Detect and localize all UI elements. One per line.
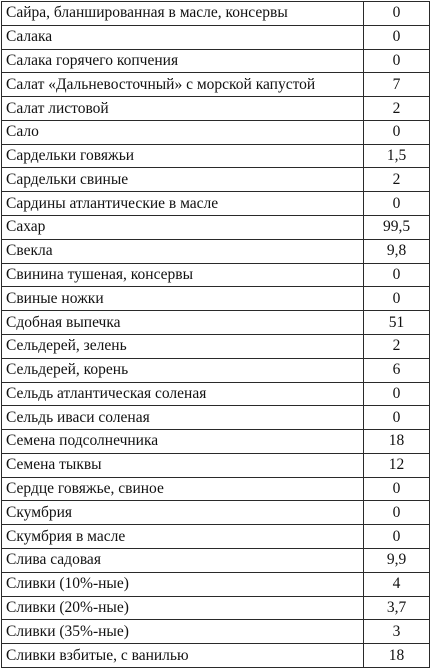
food-name-cell: Салака [2, 25, 364, 49]
value-cell: 7 [364, 73, 430, 97]
food-name-cell: Сливки (35%-ные) [2, 620, 364, 644]
table-row [2, 49, 430, 73]
table-row [2, 239, 430, 263]
food-table [1, 1, 430, 668]
value-cell: 0 [364, 192, 430, 216]
value-cell: 0 [364, 406, 430, 430]
table-row [2, 596, 430, 620]
table-row [2, 144, 430, 168]
table-row [2, 572, 430, 596]
food-name-cell: Семена подсолнечника [2, 430, 364, 454]
value-cell: 0 [364, 120, 430, 144]
value-cell: 0 [364, 287, 430, 311]
food-name-cell: Салат листовой [2, 97, 364, 121]
value-cell: 1,5 [364, 144, 430, 168]
table-row [2, 97, 430, 121]
table-row [2, 2, 430, 26]
food-name-cell: Сельдерей, зелень [2, 334, 364, 358]
value-cell: 4 [364, 572, 430, 596]
food-name-cell: Салака горячего копчения [2, 49, 364, 73]
food-name-cell: Сливки (20%-ные) [2, 596, 364, 620]
value-cell: 2 [364, 97, 430, 121]
table-row [2, 501, 430, 525]
table-row [2, 430, 430, 454]
value-cell: 0 [364, 2, 430, 26]
value-cell: 18 [364, 430, 430, 454]
food-name-cell: Салат «Дальневосточный» с морской капустой [2, 73, 364, 97]
table-row [2, 25, 430, 49]
table-row [2, 192, 430, 216]
value-cell: 0 [364, 477, 430, 501]
food-name-cell: Свиные ножки [2, 287, 364, 311]
food-name-cell: Сельдерей, корень [2, 358, 364, 382]
value-cell: 0 [364, 382, 430, 406]
table-row [2, 525, 430, 549]
table-row [2, 406, 430, 430]
food-name-cell: Свинина тушеная, консервы [2, 263, 364, 287]
value-cell: 0 [364, 49, 430, 73]
food-name-cell: Сливки (10%-ные) [2, 572, 364, 596]
food-name-cell: Сельдь атлантическая соленая [2, 382, 364, 406]
food-name-cell: Сардельки говяжьи [2, 144, 364, 168]
food-name-cell: Свекла [2, 239, 364, 263]
table-row [2, 644, 430, 668]
value-cell: 18 [364, 644, 430, 668]
value-cell: 2 [364, 334, 430, 358]
table-row [2, 287, 430, 311]
value-cell: 9,8 [364, 239, 430, 263]
value-cell: 12 [364, 453, 430, 477]
food-name-cell: Сардельки свиные [2, 168, 364, 192]
value-cell: 9,9 [364, 548, 430, 572]
food-name-cell: Сардины атлантические в масле [2, 192, 364, 216]
table-row [2, 358, 430, 382]
value-cell: 0 [364, 263, 430, 287]
value-cell: 3,7 [364, 596, 430, 620]
food-name-cell: Сахар [2, 216, 364, 240]
food-name-cell: Семена тыквы [2, 453, 364, 477]
food-name-cell: Сайра, бланшированная в масле, консервы [2, 2, 364, 26]
value-cell: 2 [364, 168, 430, 192]
food-name-cell: Сердце говяжье, свиное [2, 477, 364, 501]
food-name-cell: Сало [2, 120, 364, 144]
food-name-cell: Сельдь иваси соленая [2, 406, 364, 430]
table-row [2, 453, 430, 477]
food-table-body [2, 2, 430, 668]
table-row [2, 548, 430, 572]
table-row [2, 73, 430, 97]
table-row [2, 168, 430, 192]
value-cell: 99,5 [364, 216, 430, 240]
value-cell: 3 [364, 620, 430, 644]
food-name-cell: Сдобная выпечка [2, 311, 364, 335]
food-name-cell: Сливки взбитые, с ванилью [2, 644, 364, 668]
food-name-cell: Скумбрия в масле [2, 525, 364, 549]
table-row [2, 311, 430, 335]
table-row [2, 620, 430, 644]
value-cell: 0 [364, 501, 430, 525]
food-name-cell: Скумбрия [2, 501, 364, 525]
table-row [2, 477, 430, 501]
table-row [2, 382, 430, 406]
table-row [2, 263, 430, 287]
food-name-cell: Слива садовая [2, 548, 364, 572]
table-row [2, 334, 430, 358]
value-cell: 6 [364, 358, 430, 382]
table-row [2, 216, 430, 240]
value-cell: 0 [364, 525, 430, 549]
value-cell: 0 [364, 25, 430, 49]
value-cell: 51 [364, 311, 430, 335]
table-row [2, 120, 430, 144]
